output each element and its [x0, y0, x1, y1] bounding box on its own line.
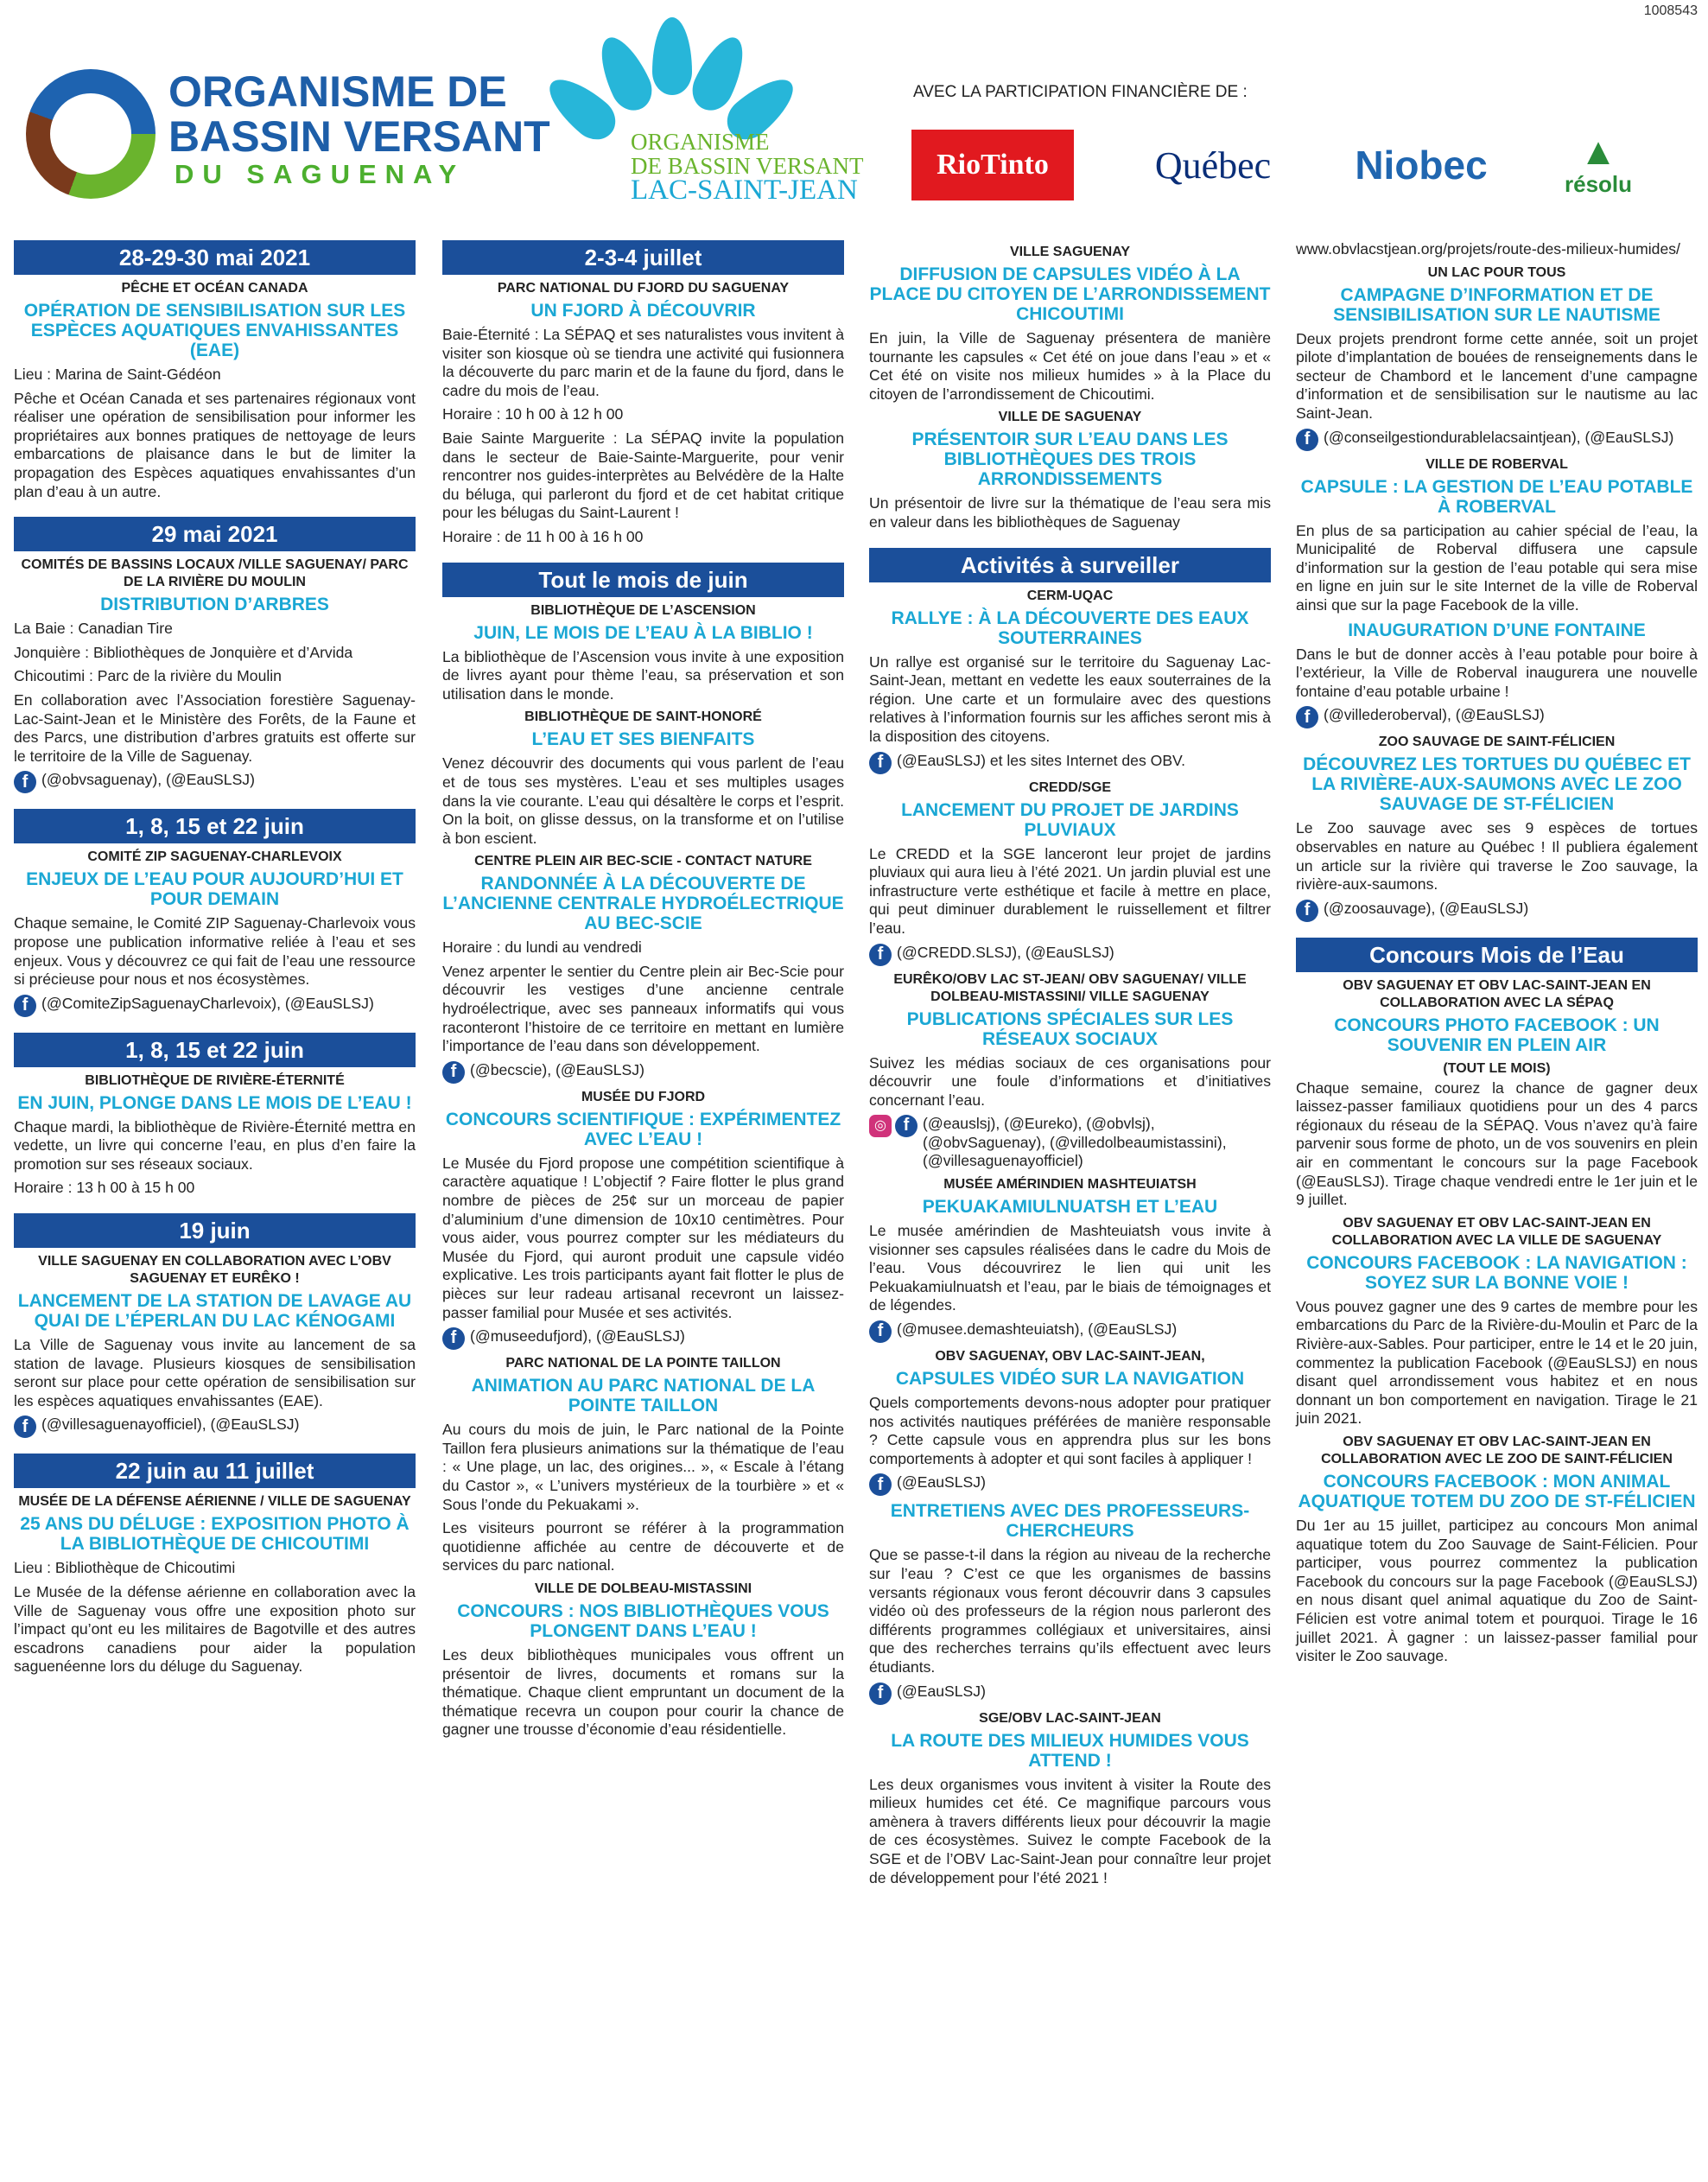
event-paragraph: Horaire : de 11 h 00 à 16 h 00 [442, 527, 644, 545]
logo-line-2: BASSIN VERSANT [168, 112, 550, 161]
obv-saguenay-emblem-icon [26, 69, 156, 199]
event-title: LANCEMENT DU PROJET DE JARDINS PLUVIAUX [901, 799, 1239, 840]
organizer-heading: EURÊKO/OBV LAC ST-JEAN/ OBV SAGUENAY/ VILLE DOLBEAU-MISTASSINI/ VILLE SAGUENAY [893, 971, 1247, 1004]
facebook-icon: f [1296, 900, 1318, 922]
facebook-icon: f [14, 1415, 36, 1438]
event-title: PRÉSENTOIR SUR L’EAU DANS LES BIBLIOTHÈQUES DES TROIS ARRONDISSEMENTS [911, 429, 1229, 490]
event-title: INAUGURATION D’UNE FONTAINE [1348, 620, 1646, 640]
date-band: Tout le mois de juin [442, 563, 844, 597]
event-subtitle: (TOUT LE MOIS) [1443, 1060, 1551, 1076]
organizer-heading: VILLE DE SAGUENAY [998, 410, 1142, 425]
event-paragraph: Le Musée du Fjord propose une compétition scientifique à caractère aquatique ! L’objectif ? Faire flotter le plus grand nombre de pièces de 25¢ sur un morceau de papier d’aluminium d’une dimension de 10x10 centimètres. Pour vous aider, vous pourrez compter sur les médiateurs du Musée du Fjord, qui auront produit une capsule vidéo explicative. Les trois participants ayant fait flotter le plus de pièces sur leur radeau artisanal recevront un laissez-passer familial pour Musée et ses activités. [442, 1154, 844, 1321]
column-3 [869, 240, 1271, 1893]
event-title: CONCOURS : NOS BIBLIOTHÈQUES VOUS PLONGENT DANS L’EAU ! [457, 1600, 829, 1641]
event-paragraph: Horaire : 10 h 00 à 12 h 00 [442, 405, 624, 423]
event-title: PUBLICATIONS SPÉCIALES SUR LES RÉSEAUX SOCIAUX [906, 1008, 1234, 1049]
logo-line-3: DU SAGUENAY [175, 159, 466, 189]
obv-lsj-logo [510, 17, 873, 216]
section-gap [14, 1443, 416, 1454]
event-title: LANCEMENT DE LA STATION DE LAVAGE AU QUAI DE L’ÉPERLAN DU LAC KÉNOGAMI [17, 1291, 412, 1332]
event-title: JUIN, LE MOIS DE L’EAU À LA BIBLIO ! [473, 622, 813, 643]
event-paragraph: Deux projets prendront forme cette année, soit un projet pilote d’implantation de bouées de renseignements dans le secteur de Chambord et le lancement d’une campagne d’information et de sensibilisation sur le nautisme au lac Saint-Jean. [1296, 329, 1698, 422]
organizer-heading: CREDD/SGE [1028, 779, 1112, 795]
facebook-icon: f [442, 1061, 465, 1084]
event-title: EN JUIN, PLONGE DANS LE MOIS DE L’EAU ! [17, 1092, 412, 1113]
event-paragraph: La bibliothèque de l’Ascension vous invite à une exposition de livres ayant pour thème l’eau, sa préservation et son utilisation dans le monde. [442, 647, 844, 703]
event-paragraph: Lieu : Marina de Saint-Gédéon [14, 366, 221, 383]
organizer-heading: OBV SAGUENAY ET OBV LAC-SAINT-JEAN EN COLLABORATION AVEC LE ZOO DE SAINT-FÉLICIEN [1321, 1435, 1673, 1466]
social-handles-text: (@villesaguenayofficiel), (@EauSLSJ) [41, 1415, 300, 1434]
logo-lsj-line-2: DE BASSIN VERSANT [631, 153, 864, 179]
organizer-heading: COMITÉ ZIP SAGUENAY-CHARLEVOIX [87, 849, 342, 865]
riotinto-logo: RioTinto [911, 130, 1074, 200]
event-title: RANDONNÉE À LA DÉCOUVERTE DE L’ANCIENNE CENTRALE HYDROÉLECTRIQUE AU BEC-SCIE [442, 874, 844, 934]
event-paragraph: Chaque semaine, courez la chance de gagner deux laissez-passer familiaux quotidiens pour un des 4 parcs régionaux du réseau de la SÉPAQ. Vous n’avez qu’à faire parvenir sous forme de photo, un de vos souvenirs en plein air en commentant le concours sur la page Facebook (@EauSLSJ). Tirage chaque vendredi entre le 1er juin et le 9 juillet. [1296, 1078, 1698, 1209]
event-paragraph: Du 1er au 15 juillet, participez au concours Mon animal aquatique totem du Zoo Sauvage de Saint-Félicien. Pour participer, vous pourrez commentez la publication Facebook du concours sur la page Facebook (@EauSLSJ) en nous disant quel animal aquatique du Zoo de Saint-Félicien est votre animal totem et pourquoi. Tirage le 16 juillet 2021. À gagner : un laissez-passer familial pour visiter le Zoo sauvage. [1296, 1517, 1698, 1665]
event-title: DISTRIBUTION D’ARBRES [100, 595, 329, 615]
social-handles-text: (@EauSLSJ) [897, 1682, 986, 1700]
event-title: OPÉRATION DE SENSIBILISATION SUR LES ESPÈCES AQUATIQUES ENVAHISSANTES (EAE) [23, 301, 406, 360]
event-paragraph: Vous pouvez gagner une des 9 cartes de membre pour les embarcations du Parc de la Rivière-du-Moulin et Parc de la Rivière-aux-Sables. Pour participer, entre le 14 et le 20 juin, commentez la publication Facebook (@EauSLSJ) en nous disant quel arrondissement vous habitez et en nous donnant un bon comportement en navigation. Tirage le 21 juin 2021. [1296, 1297, 1698, 1428]
social-handles-text: (@obvsaguenay), (@EauSLSJ) [41, 771, 255, 789]
event-paragraph: Au cours du mois de juin, le Parc national de la Pointe Taillon fera plusieurs animations sur la thématique de l’eau : « Une plage, un lac, des origines... », « Escale à l’étang du Castor », « L’univers mystérieux de la tourbière » et « Sous l’onde du Pekuakami ». [442, 1421, 844, 1513]
facebook-icon: f [895, 1115, 917, 1137]
facebook-icon: f [869, 944, 892, 966]
facebook-icon: f [442, 1327, 465, 1350]
social-handles-text: (@zoosauvage), (@EauSLSJ) [1324, 899, 1529, 917]
event-paragraph: Que se passe-t-il dans la région au niveau de la recherche sur l’eau ? C’est ce que les organismes de bassins versants régionaux vous feront découvrir dans 3 capsules vidéo où des professeurs de la région nous parleront des différents programmes collégiaux et universitaires, ainsi que des recherches terrains qu’ils effectuent avec leurs étudiants. [869, 1546, 1271, 1676]
section-gap [869, 538, 1271, 548]
organizer-heading: MUSÉE DE LA DÉFENSE AÉRIENNE / VILLE DE SAGUENAY [18, 1494, 411, 1510]
social-handles [1296, 706, 1698, 728]
section-gap [442, 552, 844, 563]
event-paragraph: Chaque mardi, la bibliothèque de Rivière-Éternité mettra en vedette, un livre qui concerne l’eau, en plus d’en faire la promotion sur ses réseaux sociaux. [14, 1117, 416, 1173]
column-1 [14, 240, 416, 1682]
social-handles [869, 944, 1271, 966]
event-title: ENJEUX DE L’EAU POUR AUJOURD’HUI ET POUR DEMAIN [26, 869, 403, 910]
event-title: PEKUAKAMIULNUATSH ET L’EAU [922, 1197, 1218, 1218]
event-title: DIFFUSION DE CAPSULES VIDÉO À LA PLACE DU CITOYEN DE L’ARRONDISSEMENT CHICOUTIMI [869, 264, 1271, 324]
date-band: 2-3-4 juillet [442, 240, 844, 275]
date-band: 1, 8, 15 et 22 juin [14, 809, 416, 843]
event-paragraph: Horaire : 13 h 00 à 15 h 00 [14, 1179, 195, 1197]
date-band: Activités à surveiller [869, 548, 1271, 582]
section-gap [14, 506, 416, 517]
social-handles-text: (@CREDD.SLSJ), (@EauSLSJ) [897, 943, 1114, 961]
social-handles [14, 771, 416, 793]
social-handles [442, 1061, 844, 1084]
event-title: LA ROUTE DES MILIEUX HUMIDES VOUS ATTEND ! [891, 1730, 1249, 1771]
facebook-icon: f [869, 752, 892, 774]
niobec-logo: Niobec [1355, 143, 1488, 188]
social-handles-text: (@musee.demashteuiatsh), (@EauSLSJ) [897, 1320, 1178, 1339]
organizer-heading: PÊCHE ET OCÉAN CANADA [121, 281, 308, 296]
organizer-heading: VILLE DE DOLBEAU-MISTASSINI [534, 1581, 752, 1596]
social-handles [869, 1473, 1271, 1496]
column-4 [1296, 240, 1698, 1671]
social-handles-text: (@museedufjord), (@EauSLSJ) [470, 1327, 685, 1345]
social-handles [1296, 429, 1698, 451]
event-paragraph: En collaboration avec l’Association forestière Saguenay-Lac-Saint-Jean et le Ministère des Forêts, de la Faune et des Parcs, une distribution d’arbres gratuits est offerte sur le territoire de la Ville de Saguenay. [14, 690, 416, 765]
organizer-heading: ZOO SAUVAGE DE SAINT-FÉLICIEN [1378, 735, 1616, 750]
event-title: RALLYE : À LA DÉCOUVERTE DES EAUX SOUTERRAINES [891, 608, 1249, 648]
resolu-label: résolu [1564, 170, 1633, 197]
facebook-icon: f [14, 771, 36, 793]
facebook-icon: f [14, 995, 36, 1017]
event-paragraph: Les deux bibliothèques municipales vous offrent un présentoir de livres, documents et romans sur la thématique. Chaque client empruntant un document de la thématique recevra un coupon pour courir la chance de gagner une trousse d’économie d’eau résidentielle. [442, 1645, 844, 1739]
facebook-icon: f [1296, 706, 1318, 728]
event-paragraph: Chaque semaine, le Comité ZIP Saguenay-Charlevoix vous propose une publication informative reliée à l’eau et ses enjeux. Vous y découvrez ce qui fait de l’eau une ressource si précieuse pour nous et nos écosystèmes. [14, 914, 416, 989]
section-gap [14, 798, 416, 809]
organizer-heading: OBV SAGUENAY, OBV LAC-SAINT-JEAN, [935, 1349, 1205, 1365]
organizer-heading: MUSÉE DU FJORD [581, 1089, 706, 1104]
reference-number: 1008543 [1643, 3, 1698, 18]
social-handles-text: (@conseilgestiondurablelacsaintjean), (@EauSLSJ) [1324, 428, 1674, 446]
facebook-icon: f [869, 1683, 892, 1705]
social-handles-text: (@villederoberval), (@EauSLSJ) [1324, 706, 1545, 724]
event-paragraph: Quels comportements devons-nous adopter pour pratiquer nos activités nautiques préférées de manière responsable ? Cette capsule vous en apprendra plus sur les bons comportements à adopter et qui sont faciles à appliquer ! [869, 1394, 1271, 1467]
event-paragraph: En juin, la Ville de Saguenay présentera de manière tournante les capsules « Cet été on joue dans l’eau » et « Cet été on visite nos milieux humides » à la Place du citoyen de l’arrondissement de Chicoutimi. [869, 329, 1271, 403]
facebook-icon: f [869, 1320, 892, 1343]
social-handles-text: (@EauSLSJ) et les sites Internet des OBV. [897, 751, 1186, 769]
event-paragraph: La Ville de Saguenay vous invite au lancement de sa station de lavage. Plusieurs kiosques de sensibilisation seront sur place pour cette opération de sensibilisation sur les espèces aquatiques envahissantes (EAE). [14, 1336, 416, 1409]
social-handles-text: (@becscie), (@EauSLSJ) [470, 1060, 644, 1078]
event-title: CONCOURS PHOTO FACEBOOK : UN SOUVENIR EN PLEIN AIR [1334, 1015, 1660, 1055]
organizer-heading: BIBLIOTHÈQUE DE SAINT-HONORÉ [524, 709, 762, 725]
event-paragraph: Lieu : Bibliothèque de Chicoutimi [14, 1559, 236, 1577]
financing-label: AVEC LA PARTICIPATION FINANCIÈRE DE : [913, 83, 1248, 101]
event-title: CAPSULE : LA GESTION DE L’EAU POTABLE À ROBERVAL [1300, 476, 1693, 517]
resolu-logo [1546, 130, 1650, 200]
event-paragraph: Venez arpenter le sentier du Centre plein air Bec-Scie pour découvrir les vestiges d’une ancienne centrale hydroélectrique, avec ses panneaux informatifs qui vous raconteront l’histoire de ce territoire en mettant en lumière l’importance de l’eau dans son développement. [442, 962, 844, 1055]
social-handles-text: (@ComiteZipSaguenayCharlevoix), (@EauSLSJ) [41, 994, 374, 1012]
organizer-heading: VILLE DE ROBERVAL [1425, 456, 1568, 472]
event-title: ANIMATION AU PARC NATIONAL DE LA POINTE TAILLON [471, 1376, 816, 1416]
event-title: 25 ANS DU DÉLUGE : EXPOSITION PHOTO À LA BIBLIOTHÈQUE DE CHICOUTIMI [20, 1514, 410, 1555]
date-band: 29 mai 2021 [14, 517, 416, 551]
date-band: 19 juin [14, 1213, 416, 1248]
header [0, 0, 1708, 232]
organizer-heading: PARC NATIONAL DE LA POINTE TAILLON [505, 1356, 781, 1371]
event-paragraph: Venez découvrir des documents qui vous parlent de l’eau et de tous ses mystères. L’eau et ses multiples usages dans la vie courante. L’eau qui désaltère le corps et l’esprit. On la boit, on glisse dessus, on la transforme et on l’utilise à bon escient. [442, 754, 844, 847]
instagram-icon: ◎ [869, 1115, 892, 1137]
event-paragraph: Jonquière : Bibliothèques de Jonquière et d’Arvida [14, 643, 353, 661]
event-title: CONCOURS FACEBOOK : LA NAVIGATION : SOYEZ SUR LA BONNE VOIE ! [1306, 1252, 1687, 1293]
event-paragraph: Suivez les médias sociaux de ces organisations pour découvrir une foule d’informations et d’initiatives concernant l’eau. [869, 1053, 1271, 1109]
event-paragraph: Chicoutimi : Parc de la rivière du Moulin [14, 667, 282, 685]
logo-lsj-line-1: ORGANISME [631, 129, 770, 155]
section-gap [1296, 927, 1698, 938]
event-paragraph: Horaire : du lundi au vendredi [442, 938, 642, 957]
section-gap [14, 1022, 416, 1033]
event-paragraph: Dans le but de donner accès à l’eau potable pour boire à l’extérieur, la Ville de Roberval inaugurera une nouvelle fontaine d’eau potable urbaine ! [1296, 645, 1698, 700]
organizer-heading: BIBLIOTHÈQUE DE L’ASCENSION [530, 602, 756, 618]
event-paragraph: www.obvlacstjean.org/projets/route-des-milieux-humides/ [1296, 240, 1680, 258]
social-handles-text: (@EauSLSJ) [897, 1473, 986, 1492]
date-band: 22 juin au 11 juillet [14, 1454, 416, 1488]
organizer-heading: UN LAC POUR TOUS [1427, 264, 1566, 280]
organizer-heading: VILLE SAGUENAY EN COLLABORATION AVEC L’OBV SAGUENAY ET EURÊKO ! [38, 1254, 391, 1287]
logo-lsj-line-3: LAC-SAINT-JEAN [631, 175, 858, 206]
organizer-heading: VILLE SAGUENAY [1010, 245, 1130, 259]
event-title: CONCOURS SCIENTIFIQUE : EXPÉRIMENTEZ AVEC L’EAU ! [445, 1109, 841, 1149]
organizer-heading: BIBLIOTHÈQUE DE RIVIÈRE-ÉTERNITÉ [85, 1072, 345, 1088]
organizer-heading: PARC NATIONAL DU FJORD DU SAGUENAY [497, 281, 790, 296]
organizer-heading: OBV SAGUENAY ET OBV LAC-SAINT-JEAN EN COLLABORATION AVEC LA SÉPAQ [1343, 977, 1651, 1010]
social-handles [1296, 900, 1698, 922]
leaf-icon [652, 17, 692, 95]
event-paragraph: Les deux organismes vous invitent à visiter la Route des milieux humides cet été. Ce magnifique parcours vous amènera à travers différents lieux pour découvrir la magie de ces écosystèmes. Suivez le compte Facebook de la SGE et de l’OBV Lac-Saint-Jean pour connaître leur projet de développement pour l’été 2021 ! [869, 1775, 1271, 1886]
event-title: ENTRETIENS AVEC DES PROFESSEURS-CHERCHEURS [890, 1501, 1250, 1542]
event-paragraph: Baie Sainte Marguerite : La SÉPAQ invite la population dans le secteur de Baie-Sainte-Marguerite, pour venir rencontrer nos guides-interprètes au Belvédère de la Halte du béluga, qui parleront du fjord et de cet habitat critique pour les bélugas du Saint-Laurent ! [442, 429, 844, 522]
event-paragraph: En plus de sa participation au cahier spécial de l’eau, la Municipalité de Roberval diffusera une capsule d’information sur la gestion de l’eau potable qui sera mise en ligne en juin sur le site Internet de la ville de Roberval ainsi que sur la page Facebook de la ville. [1296, 521, 1698, 614]
social-handles [14, 995, 416, 1017]
event-paragraph: Baie-Éternité : La SÉPAQ et ses naturalistes vous invitent à visiter son kiosque où se tiendra une activité qui fusionnera la découverte du parc marin et de la faune du fjord, dans le cadre du mois de l’eau. [442, 326, 844, 399]
logo-line-1: ORGANISME DE [168, 67, 507, 116]
date-band: 28-29-30 mai 2021 [14, 240, 416, 275]
event-paragraph: Un rallye est organisé sur le territoire du Saguenay Lac-Saint-Jean, mettant en vedette les eaux souterraines de la région. Une carte et un formulaire avec des questions relatives à l’information fournis sur les affiches seront mis à la disposition des citoyens. [869, 652, 1271, 745]
organizer-heading: SGE/OBV LAC-SAINT-JEAN [979, 1710, 1161, 1726]
event-title: CAMPAGNE D’INFORMATION ET DE SENSIBILISATION SUR LE NAUTISME [1333, 284, 1660, 325]
event-paragraph: Le Musée de la défense aérienne en collaboration avec la Ville de Saguenay vous offre une exposition photo sur l’impact qu’ont eu les militaires de Bagotville et des autres escadrons canadiens pour aider la population saguenéenne lors du déluge du Saguenay. [14, 1583, 416, 1676]
event-title: UN FJORD À DÉCOUVRIR [530, 301, 756, 321]
event-title: DÉCOUVREZ LES TORTUES DU QUÉBEC ET LA RIVIÈRE-AUX-SAUMONS AVEC LE ZOO SAUVAGE DE ST-FÉLICIEN [1303, 754, 1691, 815]
social-handles [869, 1320, 1271, 1343]
organizer-heading: OBV SAGUENAY ET OBV LAC-SAINT-JEAN EN COLLABORATION AVEC LA VILLE DE SAGUENAY [1331, 1215, 1662, 1248]
event-paragraph: Le Zoo sauvage avec ses 9 espèces de tortues observables en nature au Québec ! Il publiera également un article sur la rivière qui traverse le Zoo sauvage, la rivière-aux-saumons. [1296, 819, 1698, 894]
section-gap [14, 1203, 416, 1213]
organizer-heading: CENTRE PLEIN AIR BEC-SCIE - CONTACT NATURE [474, 854, 812, 869]
event-paragraph: Le musée amérindien de Mashteuiatsh vous invite à visionner ses capsules réalisées dans le cadre du Mois de l’eau. Vous découvrirez le lien qui unit les Pekuakamiulnuatsh et l’eau, par le biais de témoignages et de légendes. [869, 1222, 1271, 1314]
social-handles [869, 752, 1271, 774]
event-title: CAPSULES VIDÉO SUR LA NAVIGATION [895, 1369, 1245, 1390]
date-band: 1, 8, 15 et 22 juin [14, 1033, 416, 1067]
event-title: L’EAU ET SES BIENFAITS [531, 729, 755, 750]
event-paragraph: La Baie : Canadian Tire [14, 620, 173, 638]
event-paragraph: Les visiteurs pourront se référer à la programmation quotidienne affichée au centre de découverte et de services du parc national. [442, 1519, 844, 1574]
organizer-heading: MUSÉE AMÉRINDIEN MASHTEUIATSH [943, 1177, 1197, 1193]
event-title: CONCOURS FACEBOOK : MON ANIMAL AQUATIQUE TOTEM DU ZOO DE ST-FÉLICIEN [1298, 1472, 1696, 1511]
facebook-icon: f [1296, 429, 1318, 451]
social-handles [869, 1683, 1271, 1705]
social-handles [14, 1415, 416, 1438]
date-band: Concours Mois de l’Eau [1296, 938, 1698, 972]
facebook-icon: f [869, 1473, 892, 1496]
social-handles-text: (@eauslsj), (@Eureko), (@obvlsj), (@obvSaguenay), (@villedolbeaumistassini), (@villesaguenayofficiel) [923, 1115, 1227, 1170]
resolu-leaf-icon: ▲ [1579, 130, 1617, 173]
event-paragraph: Pêche et Océan Canada et ses partenaires régionaux vont réaliser une opération de sensibilisation pour informer les propriétaires aux bonnes pratiques de nettoyage de leurs embarcations de plaisance dans le but de limiter la propagation des Espèces aquatiques envahissantes d’un plan d’eau à un autre. [14, 389, 416, 500]
social-handles [869, 1115, 1271, 1171]
column-2 [442, 240, 844, 1745]
social-handles [442, 1327, 844, 1350]
quebec-logo: Québec [1154, 143, 1272, 187]
event-paragraph: Un présentoir de livre sur la thématique de l’eau sera mis en valeur dans les bibliothèques de Saguenay [869, 494, 1271, 531]
organizer-heading: CERM-UQAC [1026, 588, 1114, 603]
organizer-heading: COMITÉS DE BASSINS LOCAUX /VILLE SAGUENAY/ PARC DE LA RIVIÈRE DU MOULIN [21, 557, 409, 590]
event-paragraph: Le CREDD et la SGE lanceront leur projet de jardins pluviaux qui aura lieu à l’été 2021. Un jardin pluvial est une infrastructure verte esthétique et facile à mettre en place, qui peut diminuer durablement le ruissellement et filtrer l’eau. [869, 844, 1271, 937]
